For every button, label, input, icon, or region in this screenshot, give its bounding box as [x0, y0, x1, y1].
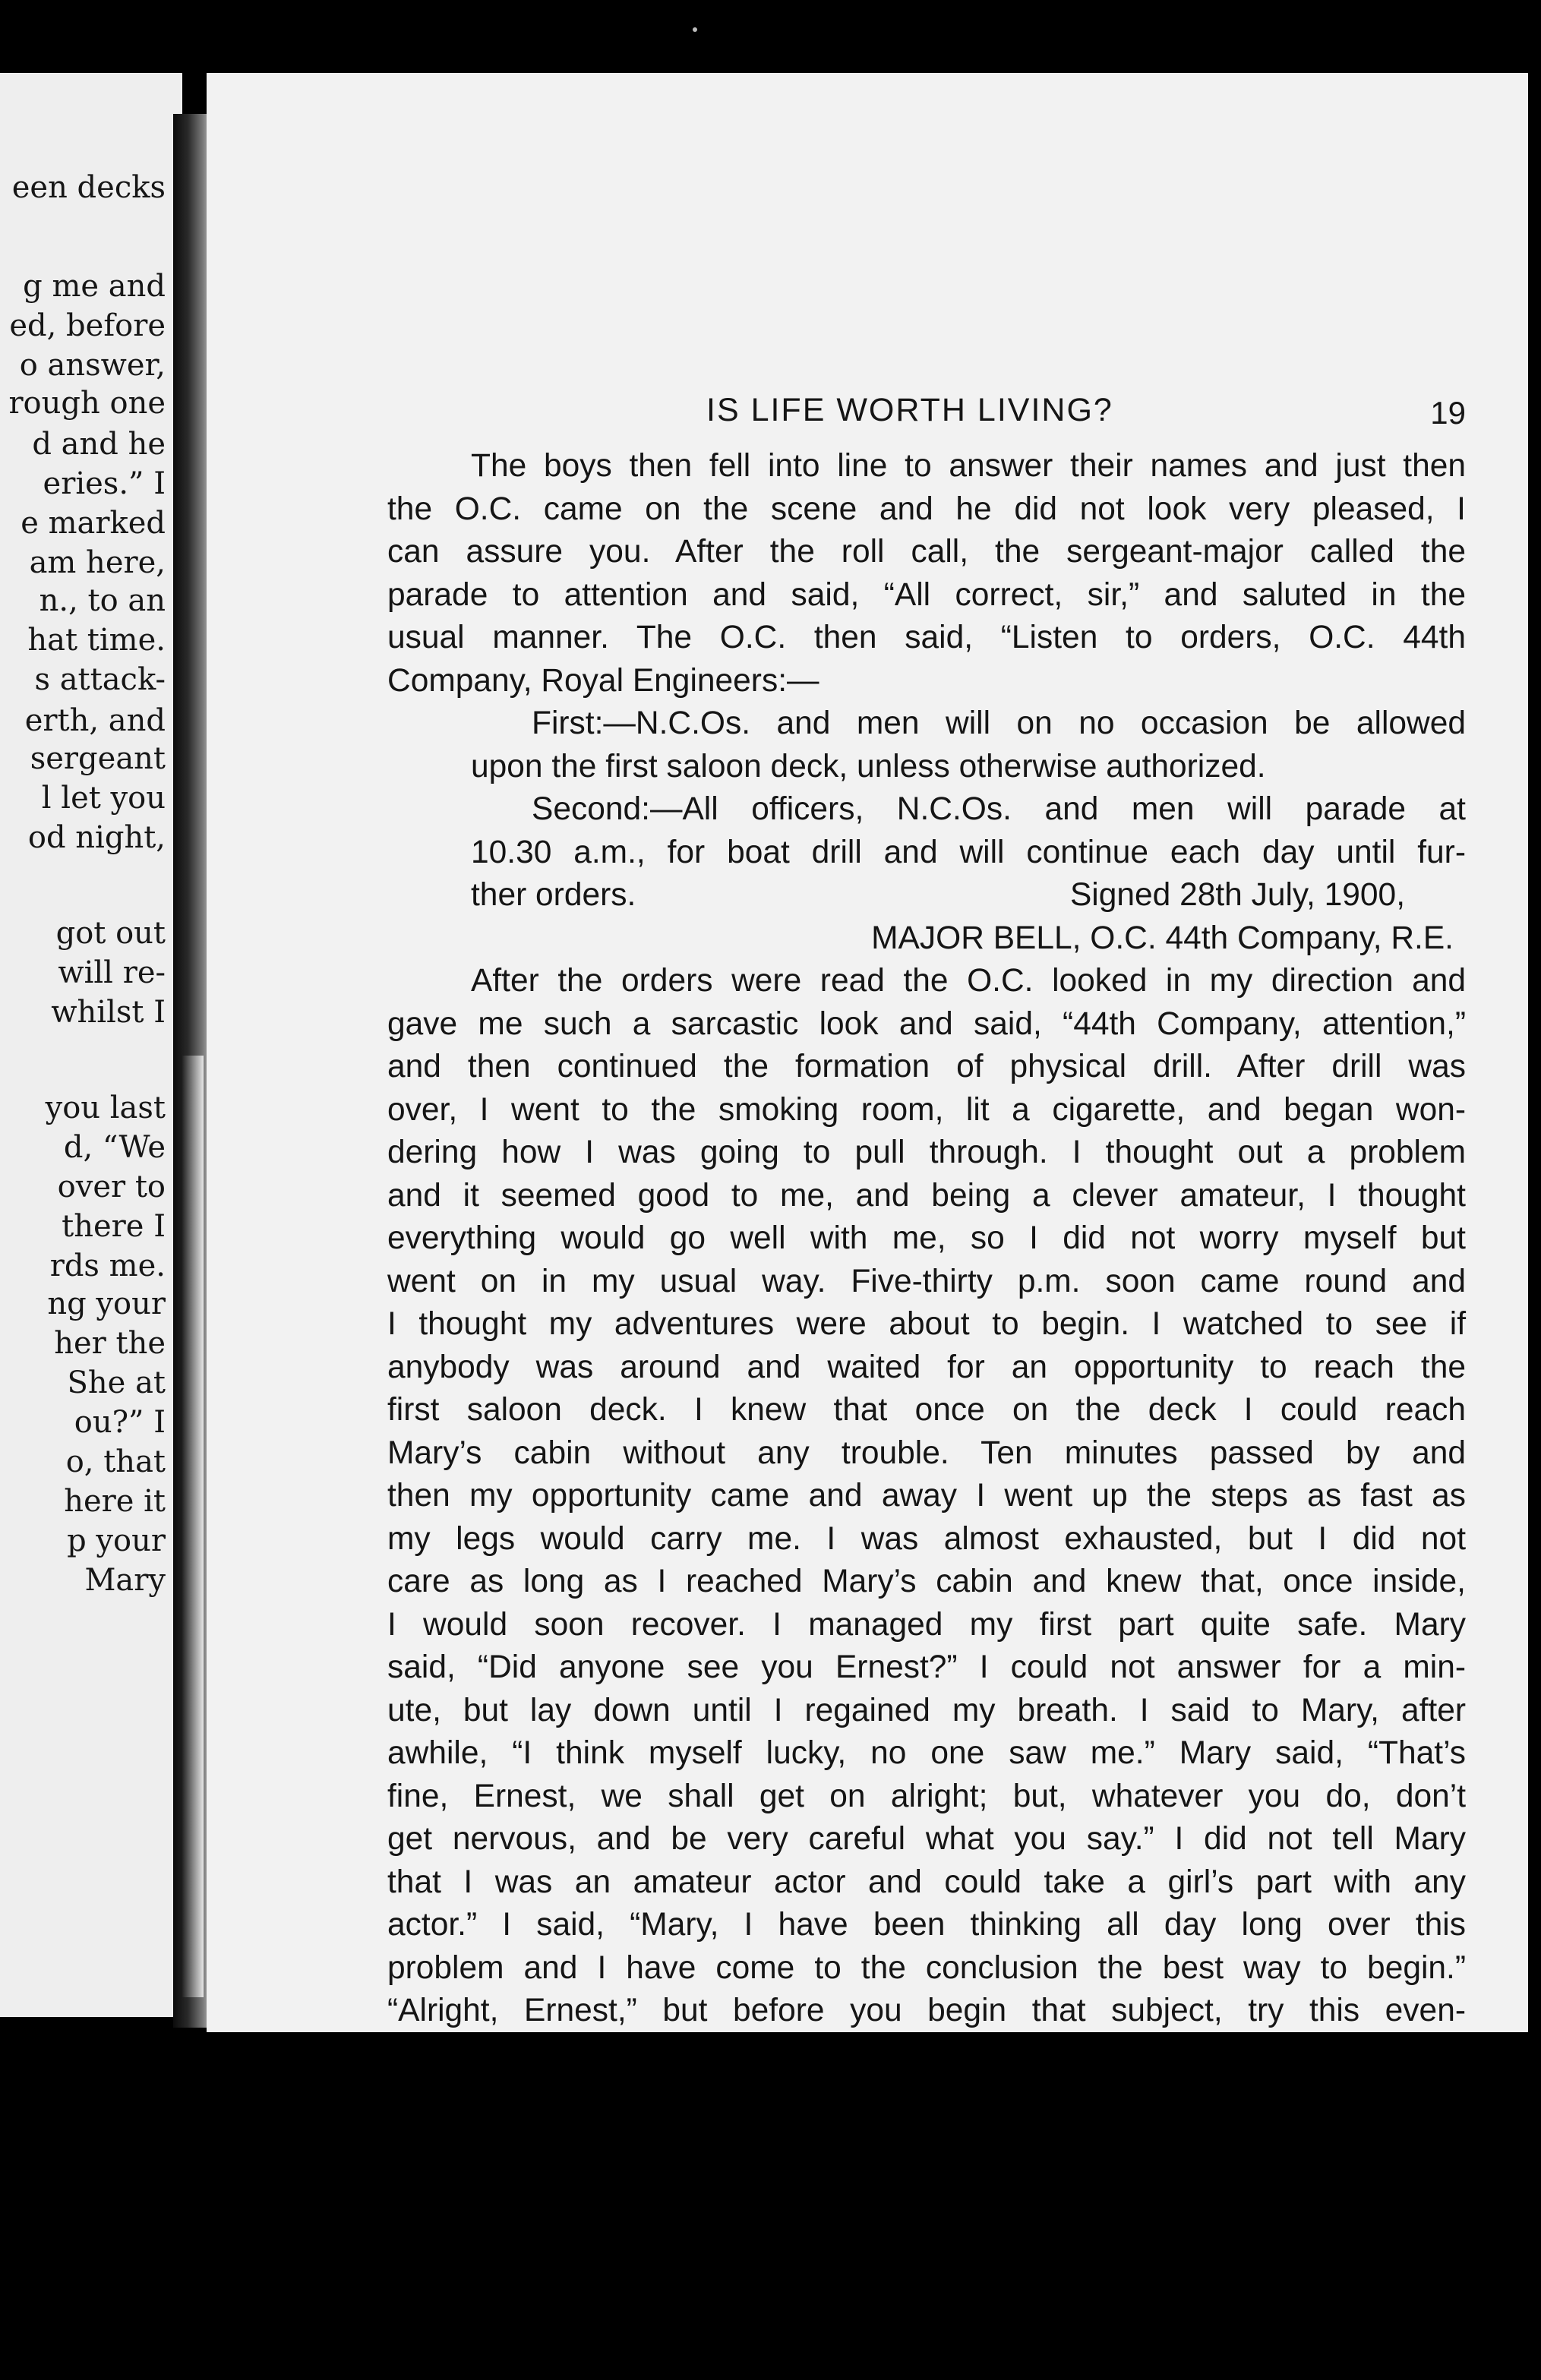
text-line: over, I went to the smoking room, lit a cigarette, and began won-	[387, 1091, 1466, 1128]
text-line: I thought my adventures were about to begin. I watched to see if	[387, 1306, 1466, 1342]
facing-page-text-fragment: her the	[54, 1326, 166, 1361]
text-line: I would soon recover. I managed my first part quite safe. Mary	[387, 1606, 1466, 1643]
text-line: awhile, “I think myself lucky, no one saw me.” Mary said, “That’s	[387, 1735, 1466, 1771]
facing-page-text-fragment: here it	[64, 1484, 166, 1519]
scan-speck	[693, 27, 697, 32]
facing-page-text-fragment: rough one	[8, 386, 166, 421]
book-page	[207, 73, 1528, 2032]
text-line: said, “Did anyone see you Ernest?” I could not answer for a min-	[387, 1649, 1466, 1685]
facing-page-text-fragment: got out	[55, 916, 166, 951]
order-first	[387, 702, 1466, 788]
facing-page-text-fragment: g me and	[23, 269, 166, 304]
facing-page-text-fragment: e marked	[21, 506, 166, 541]
text-line: 10.30 a.m., for boat drill and will continue each day until fur-	[471, 834, 1466, 870]
facing-page-text-fragment: erth, and	[24, 703, 166, 738]
text-line: usual manner. The O.C. then said, “Listen to orders, O.C. 44th	[387, 620, 1466, 655]
facing-page-text-fragment: p your	[67, 1523, 166, 1558]
text-line: my legs would carry me. I was almost exhausted, but I did not	[387, 1520, 1466, 1557]
paragraph-roll-call	[387, 445, 1466, 702]
text-line: get nervous, and be very careful what you say.” I did not tell Mary	[387, 1821, 1466, 1857]
text-line: Mary’s cabin without any trouble. Ten minutes passed by and	[387, 1435, 1466, 1471]
facing-page-text-fragment: am here,	[29, 545, 166, 580]
text-line: can assure you. After the roll call, the sergeant-major called the	[387, 534, 1466, 570]
text-line: the O.C. came on the scene and he did not look very pleased, I	[387, 491, 1466, 527]
text-line: dering how I was going to pull through. I thought out a problem	[387, 1135, 1466, 1170]
facing-page-text-fragment: eries.” I	[43, 466, 166, 501]
running-head	[387, 392, 1466, 445]
text-line: Second:—All officers, N.C.Os. and men will parade at	[532, 791, 1466, 827]
text-line: care as long as I reached Mary’s cabin and knew that, once inside,	[387, 1564, 1466, 1599]
order-second	[387, 788, 1466, 874]
facing-page-fragment	[0, 73, 182, 2017]
text-line: that I was an amateur actor and could take a girl’s part with any	[387, 1864, 1466, 1900]
facing-page-text-fragment: o answer,	[19, 348, 166, 383]
facing-page-text-fragment: She at	[67, 1365, 166, 1400]
signed-date: Signed 28th July, 1900,	[1069, 877, 1405, 913]
facing-page-text-fragment: over to	[57, 1169, 166, 1204]
text-line: and it seemed good to me, and being a clever amateur, I thought	[387, 1177, 1466, 1214]
facing-page-text-fragment: d and he	[32, 427, 166, 462]
text-line: After the orders were read the O.C. looked in my direction and	[471, 963, 1466, 999]
signer: MAJOR BELL, O.C. 44th Company, R.E.	[871, 920, 1454, 956]
text-line: gave me such a sarcastic look and said, “44th Company, attention,”	[387, 1005, 1466, 1042]
facing-page-text-fragment: o, that	[65, 1444, 166, 1479]
text-line: upon the first saloon deck, unless otherwise authorized.	[471, 748, 1266, 784]
facing-page-text-fragment: sergeant	[30, 741, 166, 776]
order-signature-line	[387, 874, 1466, 917]
facing-page-text-fragment: ng your	[47, 1286, 166, 1321]
text-line: actor.” I said, “Mary, I have been thinking all day long over this	[387, 1907, 1466, 1943]
text-line: Company, Royal Engineers:—	[387, 662, 819, 699]
text-line: went on in my usual way. Five-thirty p.m. soon came round and	[387, 1263, 1466, 1299]
text-line: fine, Ernest, we shall get on alright; but, whatever you do, don’t	[387, 1778, 1466, 1814]
facing-page-text-fragment: ed, before	[9, 308, 166, 343]
text-line: First:—N.C.Os. and men will on no occasion be allowed	[532, 705, 1466, 741]
text-line: everything would go well with me, so I did not worry myself but	[387, 1220, 1466, 1256]
facing-page-text-fragment: een decks	[11, 170, 166, 205]
running-title: IS LIFE WORTH LIVING?	[706, 392, 1113, 428]
facing-page-text-fragment: hat time.	[27, 623, 166, 658]
facing-page-text-fragment: od night,	[27, 820, 166, 855]
facing-page-text-fragment: l let you	[41, 781, 166, 816]
binding-edge	[182, 1056, 204, 1997]
facing-page-text-fragment: s attack-	[34, 662, 166, 697]
facing-page-text-fragment: Mary	[84, 1563, 166, 1598]
text-line: problem and I have come to the conclusion the best way to begin.”	[387, 1949, 1466, 1986]
facing-page-text-fragment: whilst I	[51, 995, 166, 1030]
text-line: “Alright, Ernest,” but before you begin that subject, try this even-	[387, 1993, 1466, 2028]
text-line: ute, but lay down until I regained my breath. I said to Mary, after	[387, 1692, 1466, 1728]
text-line: first saloon deck. I knew that once on the deck I could reach	[387, 1392, 1466, 1428]
page-content	[387, 392, 1466, 2033]
facing-page-text-fragment: there I	[62, 1209, 166, 1244]
facing-page-text-fragment: ou?” I	[74, 1405, 166, 1440]
facing-page-text-fragment: n., to an	[39, 583, 166, 618]
paragraph-drill	[387, 960, 1466, 2033]
text-line: then my opportunity came and away I went up the steps as fast as	[387, 1478, 1466, 1514]
facing-page-text-fragment: d, “We	[63, 1130, 166, 1165]
order-tail: ther orders.	[471, 877, 636, 913]
page-number: 19	[1430, 395, 1466, 431]
text-line: and then continued the formation of physical drill. After drill was	[387, 1049, 1466, 1084]
facing-page-text-fragment: you last	[45, 1091, 166, 1125]
facing-page-text-fragment: rds me.	[49, 1248, 166, 1283]
text-line: parade to attention and said, “All correct, sir,” and saluted in the	[387, 576, 1466, 613]
text-line: anybody was around and waited for an opportunity to reach the	[387, 1349, 1466, 1385]
facing-page-text-fragment: will re-	[58, 955, 166, 990]
text-line: The boys then fell into line to answer their names and just then	[471, 448, 1466, 484]
